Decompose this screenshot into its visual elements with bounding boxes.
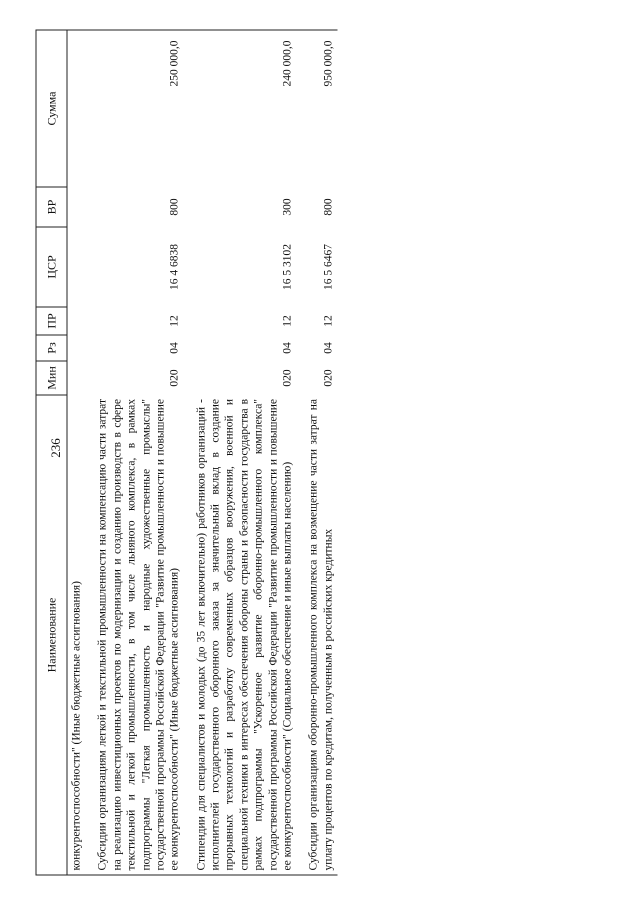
header-vr: ВР [36,187,67,227]
row-pr: 12 [168,315,181,327]
row-name: Субсидии организациям легкой и текстильной промышленности на компенсацию части затрат на реализацию инвестиционных проектов по модернизации и созданию производств в сфере текстильной и легкой промышленности, в том числе льняного комплекса, в рамках подпрограммы "Легкая промышленность и народные художественные промыслы" государственной программы Российской Федерации "Развитие промышленности и повышение ее конкурентоспособности" (Иные бюджетные ассигнования) [86,395,184,875]
row-min: 020 [281,369,294,387]
row-pr: 12 [281,315,294,327]
header-min: Мин [36,361,67,395]
budget-table-rotated [36,31,556,876]
row-name: Субсидии организациям оборонно-промышленного комплекса на возмещение части затрат на уплату процентов по кредитам, полученным в российских кредитных [297,395,338,875]
header-pr: ПР [36,307,67,335]
table-header-row [36,30,67,875]
table-row [67,30,86,875]
table-row [86,30,184,875]
continuation-text: конкурентоспособности" (Иные бюджетные ассигнования) [67,395,86,875]
row-rz: 04 [168,342,181,354]
table-row [184,30,297,875]
row-csr: 16 5 3102 [281,244,294,290]
row-rz: 04 [322,342,335,354]
row-vr: 800 [322,198,335,216]
page-number: 236 [47,438,63,458]
row-pr: 12 [322,315,335,327]
header-csr: ЦСР [36,227,67,307]
row-min: 020 [322,369,335,387]
row-min: 020 [168,369,181,387]
row-csr: 16 4 6838 [168,244,181,290]
row-csr: 16 5 6467 [322,244,335,290]
header-rz: Рз [36,335,67,361]
row-rz: 04 [281,342,294,354]
row-sum: 240 000,0 [184,30,297,187]
row-sum: 950 000,0 [297,30,338,187]
table-row [297,30,338,875]
budget-table [36,30,338,876]
row-sum: 250 000,0 [86,30,184,187]
header-sum: Сумма [36,30,67,187]
row-vr: 800 [168,198,181,216]
row-vr: 300 [281,198,294,216]
row-name: Стипендии для специалистов и молодых (до 35 лет включительно) работников организаций - исполнителей государственного оборонного заказа за значительный вклад в создание прорывных технологий и разработку современных образцов вооружения, военной и специальной техники в интересах обеспечения обороны страны и безопасности государства в рамках подпрограммы "Ускоренное развитие оборонно-промышленного комплекса" государственной программы Российской Федерации "Развитие промышленности и повышение ее конкурентоспособности" (Социальное обеспечение и иные выплаты населению) [184,395,297,875]
header-name: Наименование [36,395,67,875]
